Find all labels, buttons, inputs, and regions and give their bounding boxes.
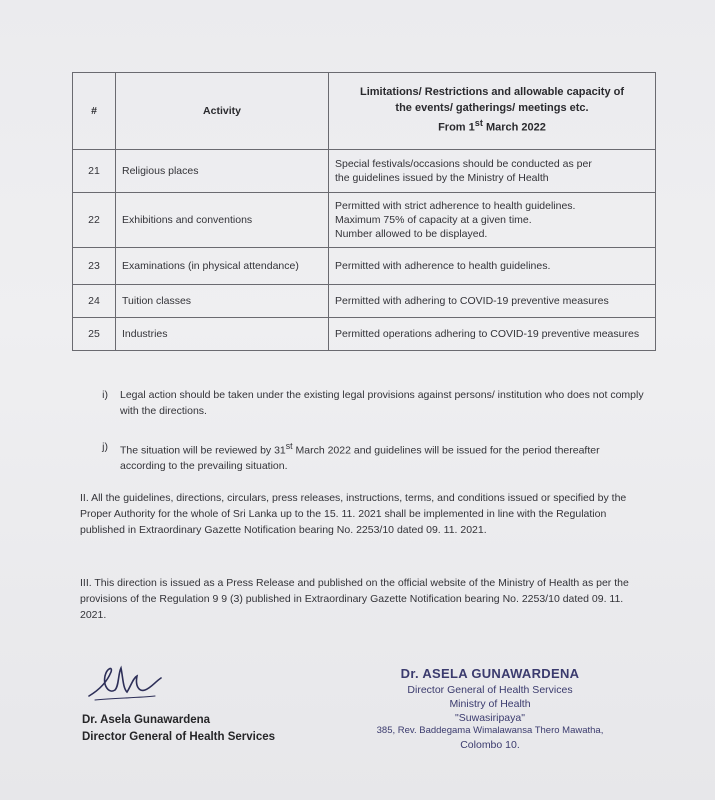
review-date-suffix: st	[285, 441, 293, 451]
header-limitations-line1: Limitations/ Restrictions and allowable capacity of	[359, 86, 625, 99]
official-stamp	[360, 665, 620, 752]
row-limitations	[329, 285, 656, 318]
header-limitations	[329, 73, 656, 150]
stamp-name: Dr. ASELA GUNAWARDENA	[400, 666, 580, 681]
row-activity: Tuition classes	[116, 285, 329, 318]
row-number: 24	[73, 285, 116, 318]
stamp-building: "Suwasiripaya"	[455, 711, 525, 724]
header-date-suffix: st	[474, 118, 483, 129]
limitation-line: Permitted with adherence to health guidelines.	[335, 259, 551, 272]
signatory-block	[82, 712, 275, 747]
review-text-rest: March 2022 and guidelines will be issued for the period thereafter according to the prevailing situation.	[120, 444, 600, 473]
stamp-address: 385, Rev. Baddegama Wimalawansa Thero Mawatha,	[376, 725, 604, 737]
table-row	[73, 248, 656, 285]
limitation-line: Permitted with adhering to COVID-19 preventive measures	[335, 294, 609, 307]
header-date-rest: March 2022	[482, 121, 546, 134]
paragraph-iii: III. This direction is issued as a Press Release and published on the official website of the Ministry of Health as per the provisions of the Regulation 9 9 (3) published in Extraordinary Gazette Notification bearing No. 2253/10 dated 09. 11. 2021.	[80, 577, 629, 621]
restrictions-table	[72, 72, 656, 351]
table-row	[73, 193, 656, 248]
stamp-title: Director General of Health Services	[407, 683, 573, 696]
limitation-line: Maximum 75% of capacity at a given time.	[335, 213, 532, 226]
row-limitations	[329, 150, 656, 193]
paragraph-ii: II. All the guidelines, directions, circulars, press releases, instructions, terms, and conditions issued or specified by the Proper Authority for the whole of Sri Lanka up to the 15. 11. 2021 shall be implemented in line with the Regulation published in Extraordinary Gazette Notification bearing No. 2253/10 dated 09. 11. 2021.	[80, 492, 627, 536]
list-item-text	[120, 440, 646, 475]
header-date-prefix: From 1	[438, 121, 475, 134]
table-row	[73, 318, 656, 351]
header-number: #	[73, 73, 116, 150]
table-header-row	[73, 73, 656, 150]
row-number: 23	[73, 248, 116, 285]
table-row	[73, 285, 656, 318]
limitation-line: Number allowed to be displayed.	[335, 228, 488, 241]
limitation-line: Special festivals/occasions should be conducted as per	[335, 157, 592, 170]
list-item-i	[78, 388, 646, 420]
row-activity: Examinations (in physical attendance)	[116, 248, 329, 285]
row-limitations	[329, 193, 656, 248]
row-limitations	[329, 318, 656, 351]
list-item-text: Legal action should be taken under the existing legal provisions against persons/ institution who does not comply with the directions.	[120, 389, 644, 417]
row-number: 21	[73, 150, 116, 193]
stamp-city: Colombo 10.	[460, 738, 520, 751]
review-text-prefix: The situation will be reviewed by 31	[120, 444, 286, 457]
header-activity: Activity	[116, 73, 329, 150]
row-activity: Religious places	[116, 150, 329, 193]
list-marker: i)	[102, 389, 108, 401]
limitation-line: Permitted operations adhering to COVID-19 preventive measures	[335, 327, 640, 340]
row-number: 25	[73, 318, 116, 351]
signatory-name: Dr. Asela Gunawardena	[82, 714, 211, 726]
row-activity: Industries	[116, 318, 329, 351]
row-number: 22	[73, 193, 116, 248]
signatory-title: Director General of Health Services	[82, 731, 276, 744]
list-marker: j)	[102, 441, 108, 453]
stamp-ministry: Ministry of Health	[449, 697, 531, 710]
limitation-line: Permitted with strict adherence to health guidelines.	[335, 199, 576, 212]
limitation-line: the guidelines issued by the Ministry of Health	[335, 172, 549, 184]
row-limitations	[329, 248, 656, 285]
header-limitations-line3	[335, 117, 649, 137]
list-item-j	[78, 440, 646, 475]
handwritten-signature	[85, 660, 165, 704]
table-row	[73, 150, 656, 193]
header-limitations-line2: the events/ gatherings/ meetings etc.	[395, 102, 589, 115]
row-activity: Exhibitions and conventions	[116, 193, 329, 248]
